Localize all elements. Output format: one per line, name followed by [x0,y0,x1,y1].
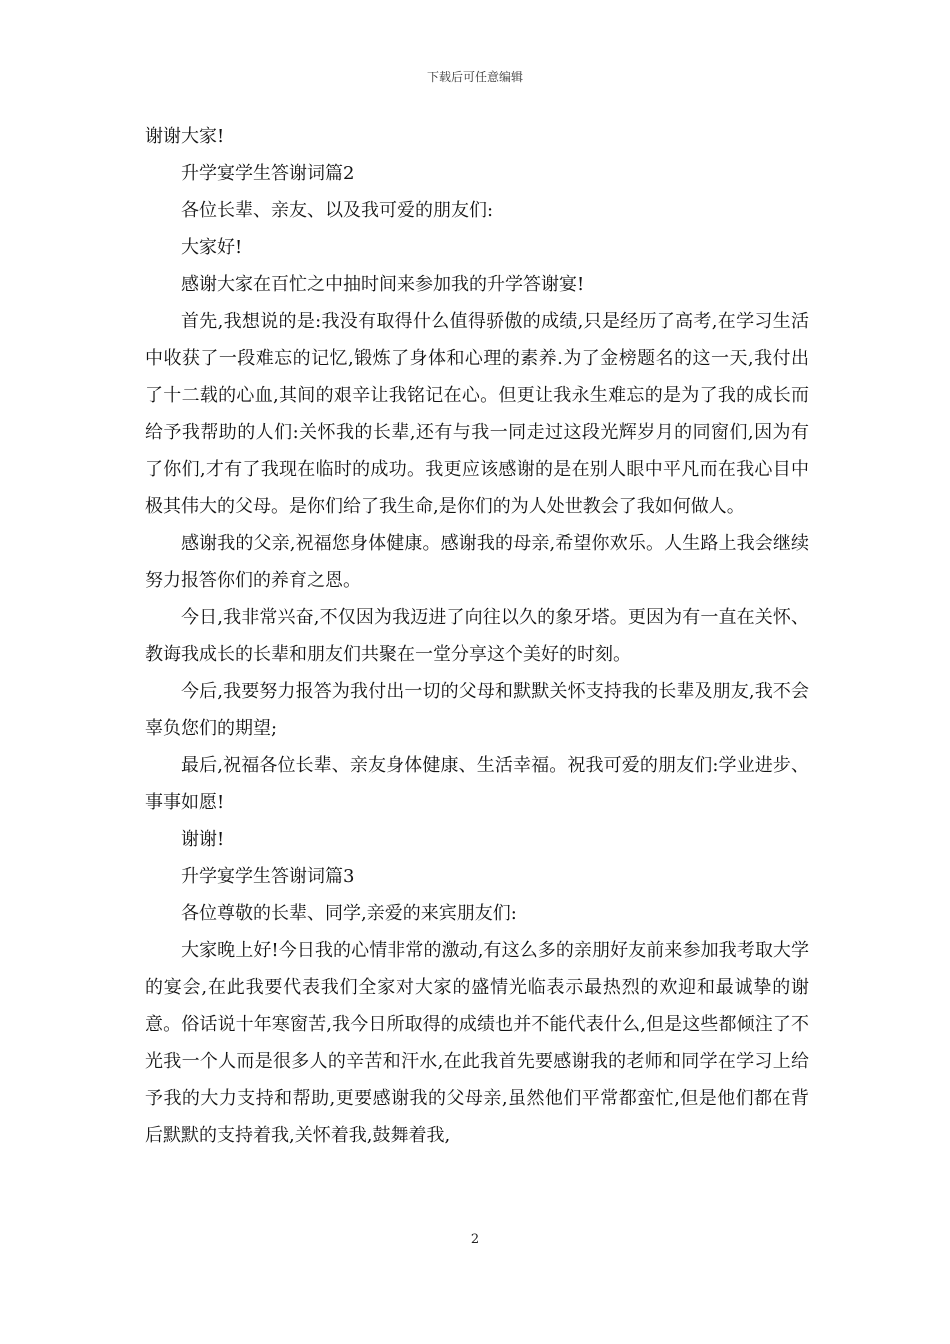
document-body [145,118,809,1154]
section-title: 升学宴学生答谢词篇2 [181,163,355,184]
section-title: 升学宴学生答谢词篇3 [181,866,355,887]
paragraph: 感谢大家在百忙之中抽时间来参加我的升学答谢宴! [181,274,585,295]
paragraph: 谢谢! [181,829,225,850]
page-number: 2 [470,1232,480,1247]
paragraph: 今日,我非常兴奋,不仅因为我迈进了向往以久的象牙塔。更因为有一直在关怀、教诲我成长的长辈和朋友们共聚在一堂分享这个美好的时刻。 [145,607,809,665]
paragraph: 各位长辈、亲友、以及我可爱的朋友们: [181,200,494,221]
paragraph: 首先,我想说的是:我没有取得什么值得骄傲的成绩,只是经历了高考,在学习生活中收获了一段难忘的记忆,锻炼了身体和心理的素养.为了金榜题名的这一天,我付出了十二载的心血,其间的艰辛让我铭记在心。但更让我永生难忘的是为了我的成长而给予我帮助的人们:关怀我的长辈,还有与我一同走过这段光辉岁月的同窗们,因为有了你们,才有了我现在临时的成功。我更应该感谢的是在别人眼中平凡而在我心目中极其伟大的父母。是你们给了我生命,是你们的为人处世教会了我如何做人。 [145,311,809,517]
paragraph: 感谢我的父亲,祝福您身体健康。感谢我的母亲,希望你欢乐。人生路上我会继续努力报答你们的养育之恩。 [145,533,809,591]
paragraph: 谢谢大家! [145,126,225,147]
paragraph: 最后,祝福各位长辈、亲友身体健康、生活幸福。祝我可爱的朋友们:学业进步、事事如愿! [145,755,809,813]
paragraph: 今后,我要努力报答为我付出一切的父母和默默关怀支持我的长辈及朋友,我不会辜负您们的期望; [145,681,809,739]
paragraph: 各位尊敬的长辈、同学,亲爱的来宾朋友们: [181,903,517,924]
paragraph: 大家好! [181,237,243,258]
header-note: 下载后可任意编辑 [426,70,523,84]
paragraph: 大家晚上好!今日我的心情非常的激动,有这么多的亲朋好友前来参加我考取大学的宴会,在此我要代表我们全家对大家的盛情光临表示最热烈的欢迎和最诚挚的谢意。俗话说十年寒窗苦,我今日所取得的成绩也并不能代表什么,但是这些都倾注了不光我一个人而是很多人的辛苦和汗水,在此我首先要感谢我的老师和同学在学习上给予我的大力支持和帮助,更要感谢我的父母亲,虽然他们平常都蛮忙,但是他们都在背后默默的支持着我,关怀着我,鼓舞着我, [145,940,809,1146]
